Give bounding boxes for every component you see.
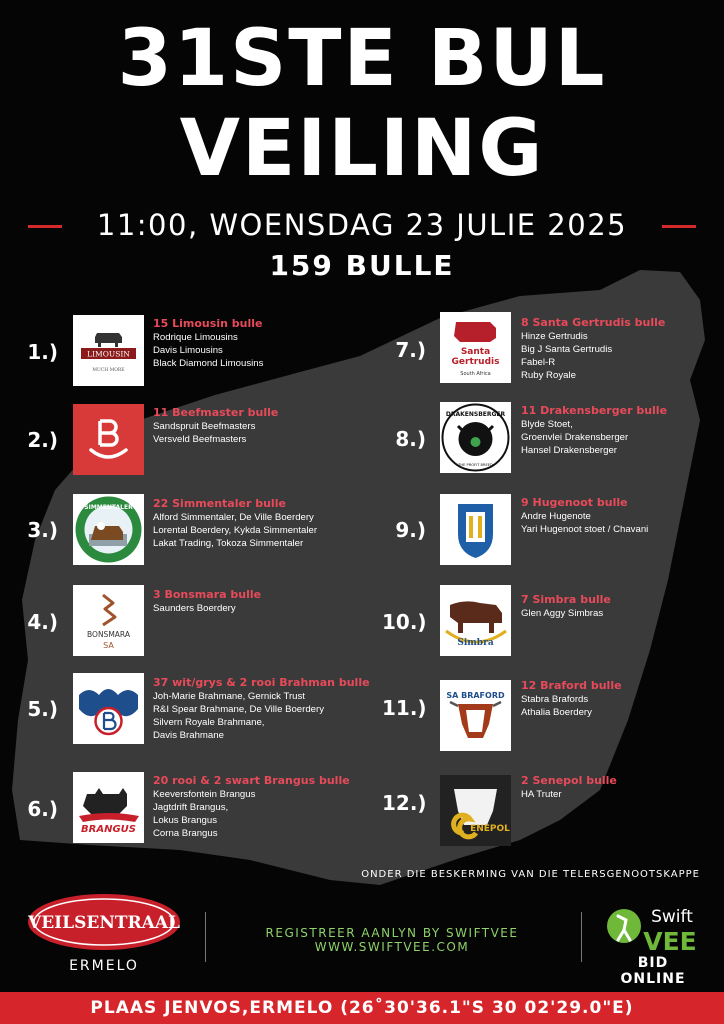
limousin-tag: MUCH MORE <box>92 368 125 373</box>
breeder-name: Big J Santa Gertrudis <box>521 344 613 355</box>
footer-divider <box>581 912 582 962</box>
entry-heading: 15 Limousin bulle <box>153 317 263 330</box>
breeder-name: Joh-Marie Brahmane, Gernick Trust <box>153 691 305 702</box>
breeder-name: Stabra Brafords <box>521 694 589 705</box>
breeder-name: Andre Hugenote <box>521 511 591 522</box>
santa-line2: Gertrudis <box>451 357 500 367</box>
breeder-name: Jagtdrift Brangus, <box>153 802 229 813</box>
breeder-name: Sandspruit Beefmasters <box>153 421 256 432</box>
veilsentraal-name: VEILSENTRAAL <box>28 913 180 933</box>
location-text: PLAAS JENVOS,ERMELO (26˚30'36.1"S 30 02'29.0"E) <box>90 998 634 1018</box>
entry-heading: 22 Simmentaler bulle <box>153 497 286 510</box>
footer-divider <box>205 912 206 962</box>
drakensberger-name: DRAKENSBERGER <box>445 411 506 418</box>
entry-heading: 11 Drakensberger bulle <box>521 404 668 417</box>
entry-number: 4.) <box>27 610 58 634</box>
santa-sub: South Africa <box>460 371 491 377</box>
veilsentraal-logo[interactable] <box>26 892 182 952</box>
entry-number: 11.) <box>382 696 427 720</box>
breeder-name: Keeversfontein Brangus <box>153 789 256 800</box>
entry-heading: 7 Simbra bulle <box>521 593 611 606</box>
entry-heading: 37 wit/grys & 2 rooi Brahman bulle <box>153 676 370 689</box>
simmentaler-name: SIMMENTALER <box>84 504 133 511</box>
veilsentraal-place: ERMELO <box>69 958 139 974</box>
entry-number: 7.) <box>395 338 426 362</box>
entry-number: 12.) <box>382 791 427 815</box>
entry-heading: 12 Braford bulle <box>521 679 622 692</box>
breeder-name: Athalia Boerdery <box>521 707 592 718</box>
entry-number: 6.) <box>27 797 58 821</box>
brahman-logo <box>73 673 144 744</box>
bonsmara-name: BONSMARA <box>87 630 130 639</box>
entry-heading: 8 Santa Gertrudis bulle <box>521 316 666 329</box>
braford-name: SA BRAFORD <box>446 691 505 700</box>
breeder-name: Silvern Royale Brahmane, <box>153 717 265 728</box>
brangus-logo <box>73 772 144 843</box>
breeder-name: Davis Brahmane <box>153 730 224 741</box>
patronage-note: ONDER DIE BESKERMING VAN DIE TELERSGENOOTSKAPPE <box>361 869 700 880</box>
entry-heading: 11 Beefmaster bulle <box>153 406 279 419</box>
breeder-name: Versveld Beefmasters <box>153 434 247 445</box>
register-url[interactable]: WWW.SWIFTVEE.COM <box>314 940 470 954</box>
location-bar <box>0 992 724 1024</box>
bid-online-label: BID ONLINE <box>620 955 686 987</box>
entry-heading: 9 Hugenoot bulle <box>521 496 628 509</box>
breeder-name: Ruby Royale <box>521 370 576 381</box>
santa-gertrudis-logo <box>440 312 511 383</box>
entry-number: 5.) <box>27 697 58 721</box>
title-line-1: 31STE BUL <box>117 14 607 104</box>
breeder-name: Saunders Boerdery <box>153 603 236 614</box>
date-divider-right <box>662 225 696 228</box>
entry-number: 8.) <box>395 427 426 451</box>
entry-number: 3.) <box>27 518 58 542</box>
hugenoot-logo <box>440 494 511 565</box>
breeder-name: Fabel-R <box>521 357 556 368</box>
swift-word2: VEE <box>643 927 697 956</box>
simbra-logo <box>440 585 511 656</box>
braford-logo <box>440 680 511 751</box>
auction-date: 11:00, WOENSDAG 23 JULIE 2025 <box>96 208 628 242</box>
breeder-name: Lokus Brangus <box>153 815 217 826</box>
breeder-name: HA Truter <box>521 789 562 800</box>
bonsmara-sub: SA <box>103 641 114 650</box>
breeder-name: Blyde Stoet, <box>521 419 573 430</box>
entry-number: 9.) <box>395 518 426 542</box>
entry-heading: 20 rooi & 2 swart Brangus bulle <box>153 774 350 787</box>
breeder-name: R&I Spear Brahmane, De Ville Boerdery <box>153 704 324 715</box>
senepol-logo <box>440 775 511 846</box>
breeder-name: Lorental Boerdery, Kykda Simmentaler <box>153 525 318 536</box>
breeder-name: Groenvlei Drakensberger <box>521 432 629 443</box>
limousin-logo <box>73 315 144 386</box>
brangus-name: BRANGUS <box>81 824 136 835</box>
registration-info[interactable] <box>232 926 552 954</box>
breeder-name: Rodrique Limousins <box>153 332 238 343</box>
drakensberger-tag: THE PROFIT BREED <box>458 463 493 467</box>
breeder-name: Alford Simmentaler, De Ville Boerdery <box>153 512 314 523</box>
breeder-name: Davis Limousins <box>153 345 223 356</box>
entry-heading: 2 Senepol bulle <box>521 774 617 787</box>
breeder-name: Black Diamond Limousins <box>153 358 264 369</box>
breeder-name: Hinze Gertrudis <box>521 331 588 342</box>
drakensberger-logo <box>440 402 511 473</box>
entry-number: 1.) <box>27 340 58 364</box>
limousin-name: LIMOUSIN <box>87 349 130 359</box>
register-text: REGISTREER AANLYN BY SWIFTVEE <box>265 926 519 940</box>
beefmaster-logo <box>73 404 144 475</box>
date-row <box>0 205 724 245</box>
bull-count: 159 BULLE <box>269 249 455 282</box>
simmentaler-logo <box>73 494 144 565</box>
senepol-name: ENEPOL <box>470 824 510 834</box>
breeder-name: Yari Hugenoot stoet / Chavani <box>521 524 649 535</box>
entry-heading: 3 Bonsmara bulle <box>153 588 262 601</box>
breeder-name: Lakat Trading, Tokoza Simmentaler <box>153 538 304 549</box>
breeder-name: Hansel Drakensberger <box>521 445 617 456</box>
date-divider-left <box>28 225 62 228</box>
breeder-name: Glen Aggy Simbras <box>521 608 604 619</box>
bonsmara-logo <box>73 585 144 656</box>
title-line-2: VEILING <box>179 104 545 194</box>
simbra-name: Simbra <box>457 638 494 648</box>
santa-line1: Santa <box>460 347 491 357</box>
swift-word1: Swift <box>651 907 693 927</box>
entry-number: 10.) <box>382 610 427 634</box>
breeder-name: Corna Brangus <box>153 828 218 839</box>
entry-number: 2.) <box>27 428 58 452</box>
